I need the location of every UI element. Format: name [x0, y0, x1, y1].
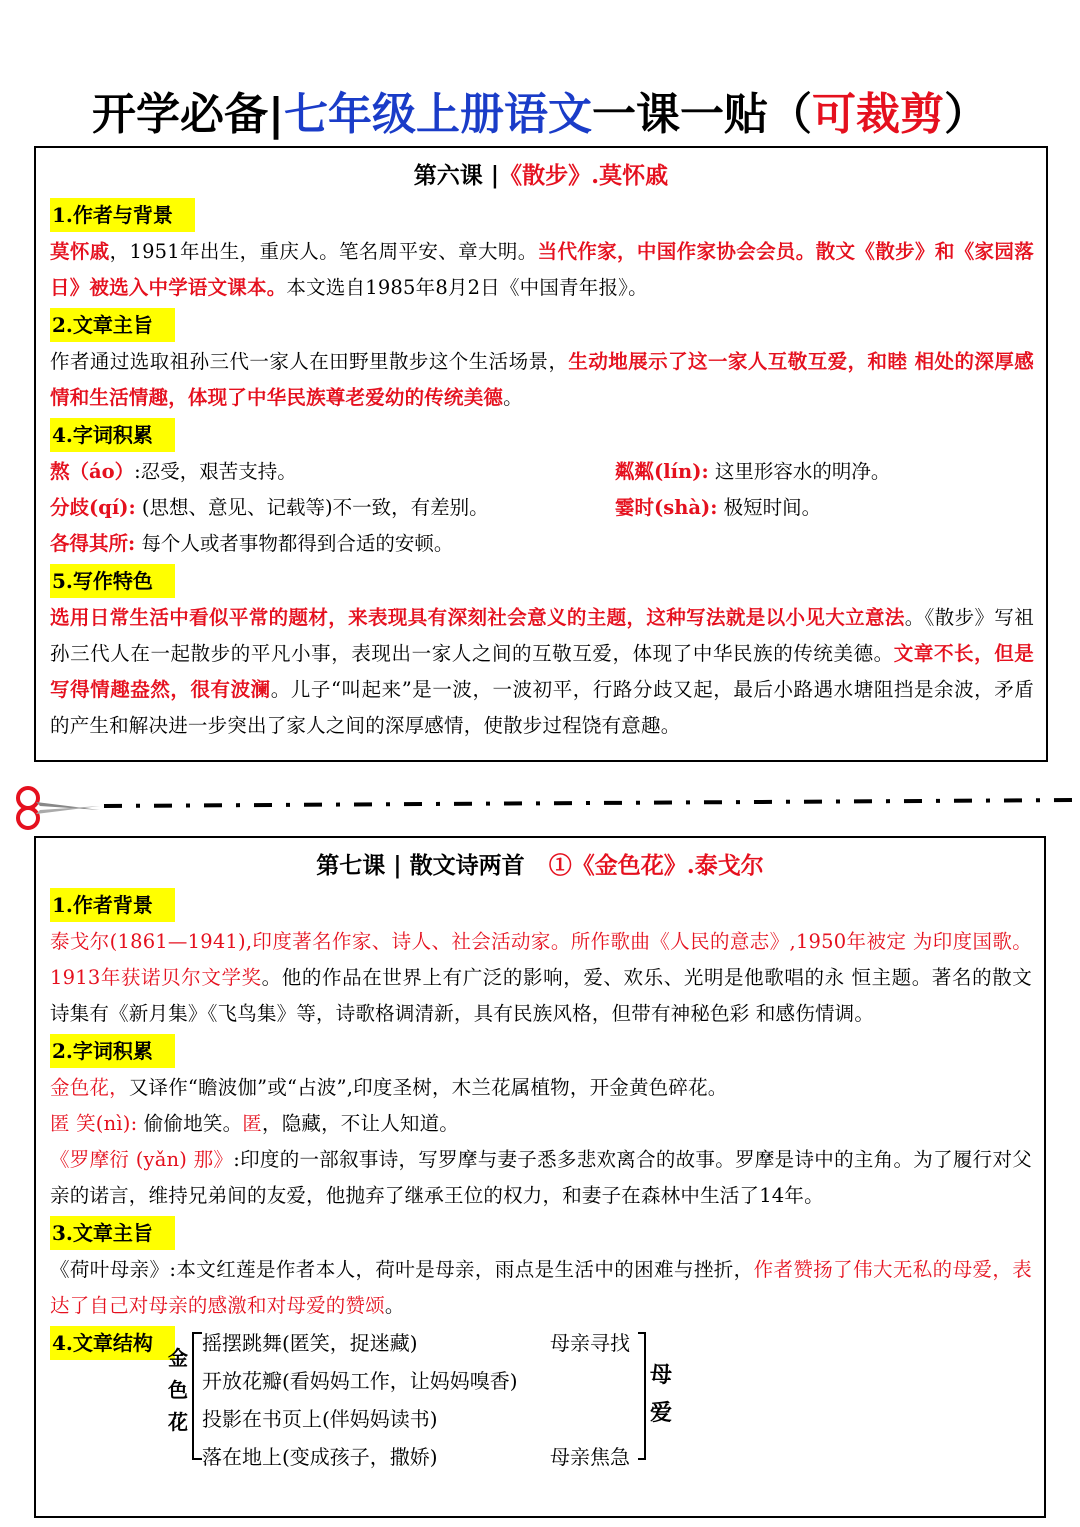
- lesson6-section-author: 1.作者与背景: [50, 198, 195, 232]
- title-part-2: 七年级上册语文: [284, 89, 593, 140]
- lesson6-card: [34, 146, 1048, 762]
- structure-right-bracket: [638, 1332, 646, 1460]
- lesson6-features-text: 选用日常生活中看似平常的题材，来表现具有深刻社会意义的主题，这种写法就是以小见大立意法。《散步》写祖孙三代人在一起散步的平凡小事，表现出一家人之间的互敬互爱，体现了中华民族的传统美德。文章不长，但是写得情趣盎然，很有波澜。儿子“叫起来”是一波，一波初平，行路分歧又起，最后小路遇水塘阻挡是余波，矛盾的产生和解决进一步突出了家人之间的深厚感情，使散步过程饶有意趣。: [50, 606, 1035, 737]
- lesson6-vocab-row: 分歧(qí): (思想、意见、记载等)不一致，有差别。 霎时(shà): 极短时间。: [50, 496, 822, 519]
- title-part-5: ）: [944, 89, 989, 140]
- lesson6-vocab-row: 熬（áo）:忍受，艰苦支持。 粼粼(lín): 这里形容水的明净。: [50, 460, 891, 483]
- lesson6-number: 第六课 |: [413, 162, 500, 189]
- structure-tag-bottom: 母亲焦急: [550, 1445, 630, 1469]
- lesson6-title: 《散步》.莫怀戚: [499, 162, 669, 189]
- lesson7-card: [34, 836, 1046, 1518]
- lesson6-vocab-row: 各得其所: 每个人或者事物都得到合适的安顿。: [50, 532, 454, 555]
- structure-item: 落在地上(变成孩子，撒娇): [202, 1445, 438, 1469]
- structure-item: 开放花瓣(看妈妈工作，让妈妈嗅香): [202, 1369, 518, 1393]
- lesson7-vocab-item: 《罗摩衍 (yǎn) 那》:印度的一部叙事诗，写罗摩与妻子悉多悲欢离合的故事。罗摩是诗中的主角。为了履行对父亲的诺言，维持兄弟间的友爱，他抛弃了继承王位的权力，和妻子在森林中生活了14年。: [50, 1148, 1032, 1207]
- structure-left-bracket: [192, 1332, 202, 1460]
- title-part-1: 开学必备|: [91, 89, 285, 140]
- lesson6-section-features: 5.写作特色: [50, 564, 175, 598]
- title-part-4: 可裁剪: [812, 89, 945, 140]
- lesson7-header: [36, 846, 1044, 886]
- structure-item: 摇摆跳舞(匿笑，捉迷藏): [202, 1331, 418, 1355]
- lesson7-vocab-item: 金色花，又译作“瞻波伽”或“占波”,印度圣树，木兰花属植物，开金黄色碎花。: [50, 1076, 728, 1099]
- page-title: [0, 78, 1080, 142]
- lesson7-number: 第七课 | 散文诗两首: [316, 852, 525, 879]
- lesson7-section-author: 1.作者背景: [50, 888, 175, 922]
- lesson6-author-text: 莫怀戚，1951年出生，重庆人。笔名周平安、章大明。当代作家，中国作家协会会员。散文《散步》和《家园落日》被选入中学语文课本。本文选自1985年8月2日《中国青年报》。: [50, 240, 1034, 299]
- lesson7-structure: [50, 1324, 1032, 1469]
- lesson7-section-structure: 4.文章结构: [50, 1326, 175, 1360]
- title-part-3: 一课一贴（: [592, 89, 813, 140]
- lesson6-section-theme: 2.文章主旨: [50, 308, 175, 342]
- structure-items: [202, 1324, 518, 1476]
- structure-tag-top: 母亲寻找: [550, 1331, 630, 1355]
- structure-conclusion: 母 爱: [650, 1362, 673, 1426]
- lesson6-section-vocab: 4.字词积累: [50, 418, 175, 452]
- structure-item: 投影在书页上(伴妈妈读书): [202, 1407, 438, 1431]
- structure-side-label: 金 色 花: [168, 1346, 188, 1434]
- lesson7-theme-text: 《荷叶母亲》:本文红莲是作者本人，荷叶是母亲，雨点是生活中的困难与挫折，作者赞扬了伟大无私的母爱，表达了自己对母亲的感激和对母爱的赞颂。: [50, 1258, 1032, 1317]
- lesson7-vocab-item: 匿 笑(nì): 偷偷地笑。匿，隐藏，不让人知道。: [50, 1112, 460, 1135]
- lesson6-theme-text: 作者通过选取祖孙三代一家人在田野里散步这个生活场景，生动地展示了这一家人互敬互爱，和睦 相处的深厚感情和生活情趣，体现了中华民族尊老爱幼的传统美德。: [50, 350, 1035, 409]
- scissors-icon: [18, 788, 100, 828]
- cut-line: [0, 780, 1080, 830]
- lesson7-section-theme: 3.文章主旨: [50, 1216, 175, 1250]
- lesson7-section-vocab: 2.字词积累: [50, 1034, 175, 1068]
- lesson6-header: [36, 156, 1046, 196]
- lesson7-author-text: 泰戈尔(1861—1941),印度著名作家、诗人、社会活动家。所作歌曲《人民的意志》,1950年被定 为印度国歌。1913年获诺贝尔文学奖。他的作品在世界上有广泛的影响，爱、欢乐、光明是他歌唱的永 恒主题。著名的散文诗集有《新月集》《飞鸟集》等，诗歌格调清新，具有民族风格，但带有神秘色彩 和感伤情调。: [50, 930, 1033, 1025]
- lesson7-title: ①《金色花》.泰戈尔: [548, 852, 764, 879]
